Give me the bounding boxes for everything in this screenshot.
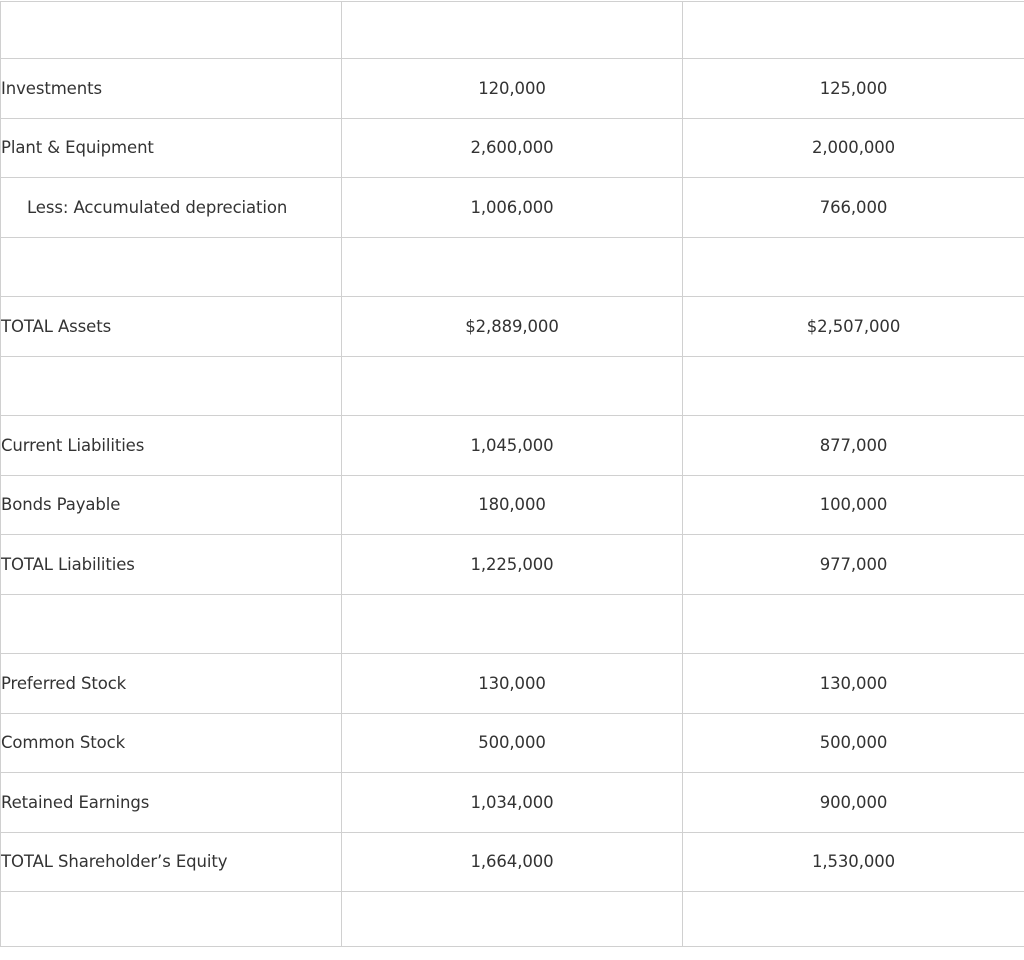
year1-value-cell bbox=[342, 356, 683, 416]
year2-value-cell bbox=[683, 356, 1024, 416]
year2-value-cell: 500,000 bbox=[683, 713, 1024, 773]
year2-value-cell: 977,000 bbox=[683, 535, 1024, 595]
year1-value-cell: 1,045,000 bbox=[342, 416, 683, 476]
year2-value-cell bbox=[683, 237, 1024, 297]
year1-value-cell bbox=[342, 237, 683, 297]
year2-value-cell: $2,507,000 bbox=[683, 297, 1024, 357]
table-row bbox=[1, 832, 1024, 892]
year2-value-cell: 877,000 bbox=[683, 416, 1024, 476]
year2-value-cell: 130,000 bbox=[683, 654, 1024, 714]
table-row bbox=[1, 416, 1024, 476]
year2-value-cell bbox=[683, 2, 1024, 59]
table-row bbox=[1, 2, 1024, 59]
year1-value-cell: 1,006,000 bbox=[342, 178, 683, 238]
year1-value-cell: 500,000 bbox=[342, 713, 683, 773]
row-label-cell bbox=[1, 237, 342, 297]
table-row bbox=[1, 356, 1024, 416]
year1-value-cell: 120,000 bbox=[342, 59, 683, 119]
row-label-cell: Bonds Payable bbox=[1, 475, 342, 535]
row-label-cell: Investments bbox=[1, 59, 342, 119]
year1-value-cell bbox=[342, 2, 683, 59]
row-label-cell: Plant & Equipment bbox=[1, 118, 342, 178]
table-row bbox=[1, 59, 1024, 119]
row-label-cell: TOTAL Shareholder’s Equity bbox=[1, 832, 342, 892]
row-label-cell: Retained Earnings bbox=[1, 773, 342, 833]
year1-value-cell: 130,000 bbox=[342, 654, 683, 714]
table-row bbox=[1, 713, 1024, 773]
year2-value-cell bbox=[683, 594, 1024, 654]
year2-value-cell: 100,000 bbox=[683, 475, 1024, 535]
year1-value-cell: 2,600,000 bbox=[342, 118, 683, 178]
balance-sheet-table bbox=[0, 1, 1024, 947]
table-row bbox=[1, 773, 1024, 833]
year2-value-cell: 1,530,000 bbox=[683, 832, 1024, 892]
table-row bbox=[1, 475, 1024, 535]
table-row bbox=[1, 654, 1024, 714]
table-row bbox=[1, 892, 1024, 947]
year2-value-cell: 900,000 bbox=[683, 773, 1024, 833]
year1-value-cell: $2,889,000 bbox=[342, 297, 683, 357]
year1-value-cell bbox=[342, 594, 683, 654]
row-label-cell bbox=[1, 2, 342, 59]
table-row bbox=[1, 594, 1024, 654]
year2-value-cell: 125,000 bbox=[683, 59, 1024, 119]
year2-value-cell bbox=[683, 892, 1024, 947]
row-label-cell: TOTAL Assets bbox=[1, 297, 342, 357]
row-label-cell: Common Stock bbox=[1, 713, 342, 773]
row-label-cell bbox=[1, 594, 342, 654]
year1-value-cell: 180,000 bbox=[342, 475, 683, 535]
year2-value-cell: 766,000 bbox=[683, 178, 1024, 238]
table-row bbox=[1, 237, 1024, 297]
year2-value-cell: 2,000,000 bbox=[683, 118, 1024, 178]
row-label-cell: TOTAL Liabilities bbox=[1, 535, 342, 595]
row-label-cell: Current Liabilities bbox=[1, 416, 342, 476]
year1-value-cell bbox=[342, 892, 683, 947]
year1-value-cell: 1,225,000 bbox=[342, 535, 683, 595]
table-row bbox=[1, 178, 1024, 238]
year1-value-cell: 1,664,000 bbox=[342, 832, 683, 892]
row-label-cell bbox=[1, 356, 342, 416]
row-label-cell bbox=[1, 892, 342, 947]
row-label-cell: Preferred Stock bbox=[1, 654, 342, 714]
table-row bbox=[1, 535, 1024, 595]
year1-value-cell: 1,034,000 bbox=[342, 773, 683, 833]
table-row bbox=[1, 118, 1024, 178]
table-row bbox=[1, 297, 1024, 357]
row-label-cell: Less: Accumulated depreciation bbox=[1, 178, 342, 238]
